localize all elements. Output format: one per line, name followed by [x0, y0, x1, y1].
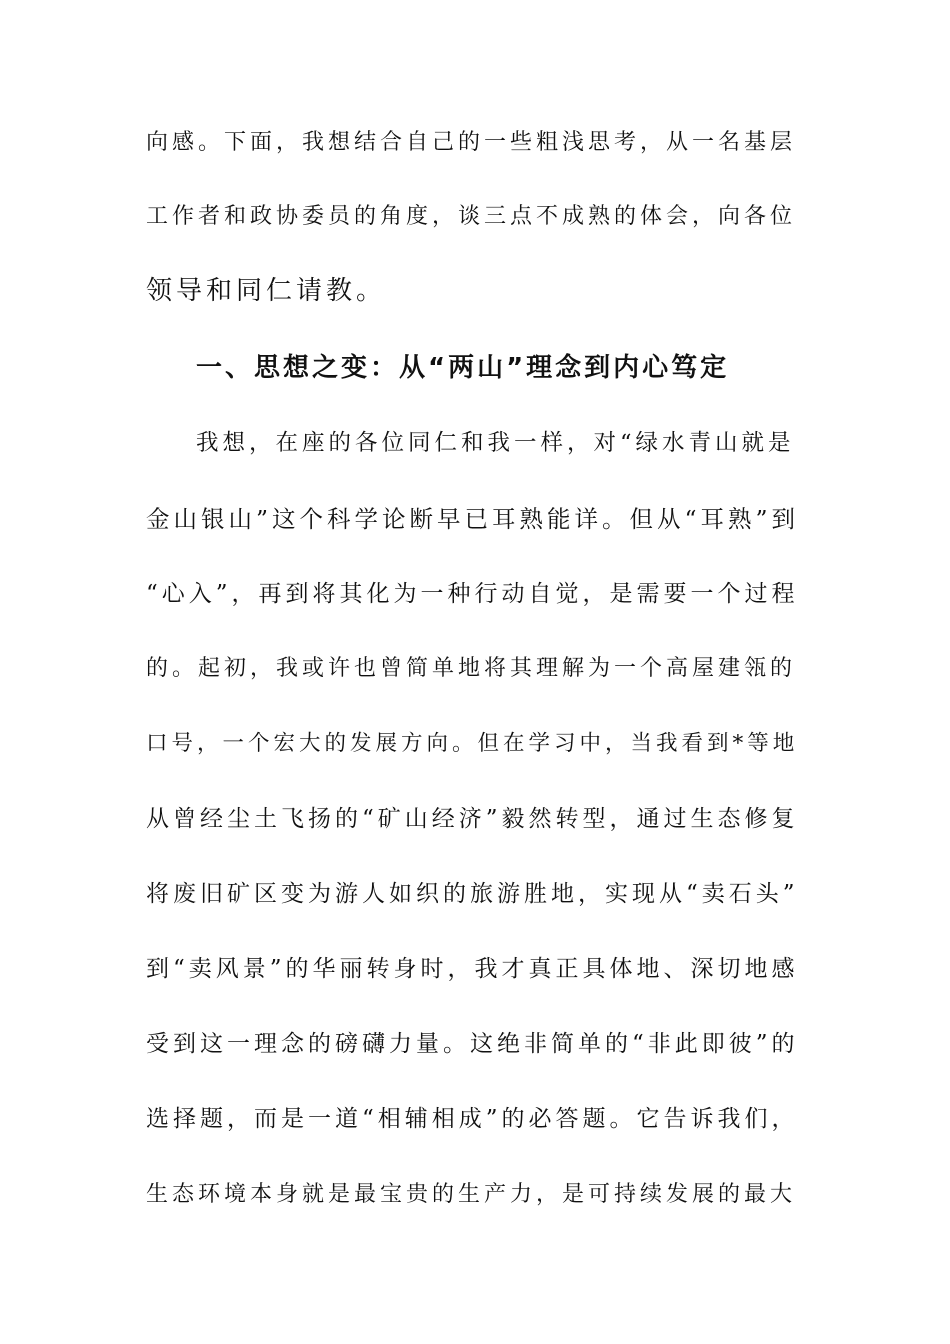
- paragraph-line: 到“卖风景”的华丽转身时，我才真正具体地、深切地感: [146, 956, 799, 982]
- paragraph-line: 从曾经尘土飞扬的“矿山经济”毅然转型，通过生态修复: [146, 806, 799, 832]
- paragraph-line: 领导和同仁请教。: [146, 276, 387, 306]
- paragraph-line: 金山银山”这个科学论断早已耳熟能详。但从“耳熟”到: [146, 505, 800, 533]
- paragraph-line: 将废旧矿区变为游人如织的旅游胜地，实现从“卖石头”: [146, 881, 799, 907]
- paragraph-line: 口号，一个宏大的发展方向。但在学习中，当我看到*等地: [146, 731, 799, 756]
- paragraph-line: 选择题，而是一道“相辅相成”的必答题。它告诉我们，: [146, 1106, 799, 1132]
- section-heading: 一、思想之变：从“两山”理念到内心笃定: [196, 353, 730, 383]
- paragraph-line: 向感。下面，我想结合自己的一些粗浅思考，从一名基层: [146, 130, 797, 155]
- paragraph-line: 的。起初，我或许也曾简单地将其理解为一个高屋建瓴的: [146, 656, 797, 681]
- paragraph-line: 受到这一理念的磅礴力量。这绝非简单的“非此即彼”的: [146, 1031, 799, 1057]
- paragraph-line: 工作者和政协委员的角度，谈三点不成熟的体会，向各位: [146, 204, 797, 229]
- paragraph-line: “心入”，再到将其化为一种行动自觉，是需要一个过程: [146, 581, 799, 607]
- paragraph-line: 生态环境本身就是最宝贵的生产力，是可持续发展的最大: [146, 1182, 797, 1207]
- paragraph-line: 我想，在座的各位同仁和我一样，对“绿水青山就是: [196, 430, 795, 456]
